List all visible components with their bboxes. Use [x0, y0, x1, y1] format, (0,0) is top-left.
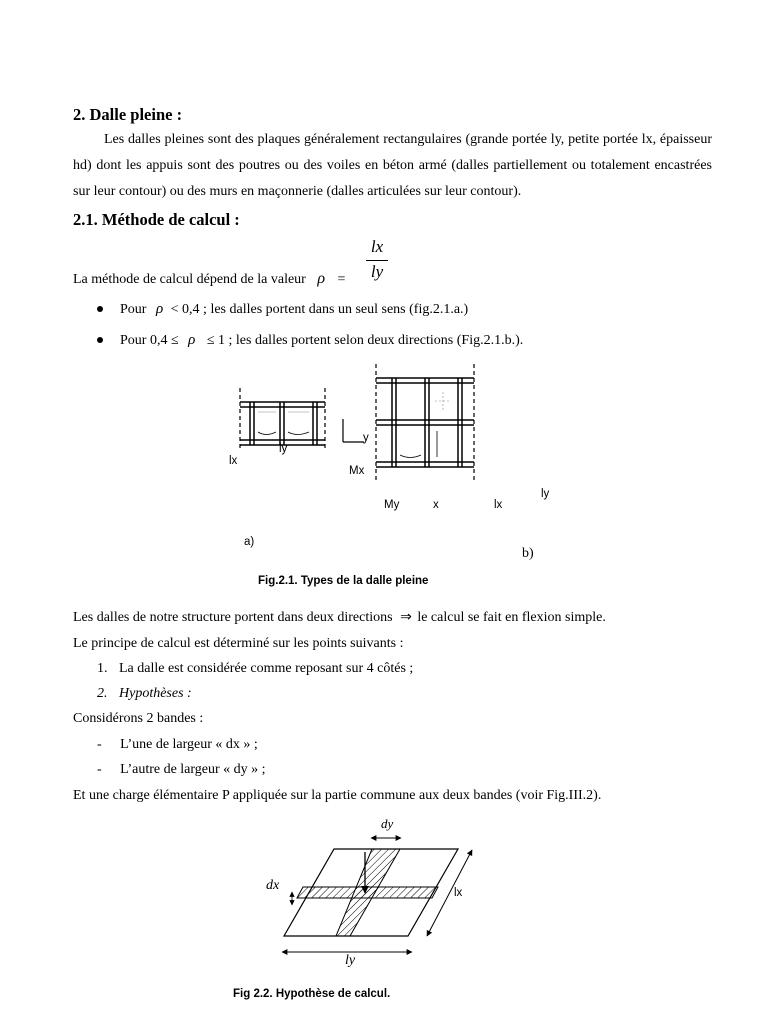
item-text: Hypothèses : [119, 686, 192, 701]
label-lx: lx [454, 887, 463, 899]
label-ly: ly [345, 953, 356, 968]
paragraph-directions-post: le calcul se fait en flexion simple. [417, 610, 606, 625]
intro-paragraph: Les dalles pleines sont des plaques généralement rectangulaires (grande portée ly, petite portée lx, épaisseur hd) dont les appuis sont des poutres ou des voiles en béton armé (dalles partiellement ou totalement encastrées sur leur contour) ou des murs en maçonnerie (dalles articulées sur leur contour). [73, 132, 712, 199]
paragraph-load: Et une charge élémentaire P appliquée sur la partie commune aux deux bandes (voir Fig.III.2). [73, 788, 602, 803]
label-lx-b: lx [494, 499, 503, 511]
figure-2-2-caption: Fig 2.2. Hypothèse de calcul. [233, 988, 391, 1000]
item-text: La dalle est considérée comme reposant sur 4 côtés ; [119, 661, 414, 676]
bullet-post: < 0,4 ; les dalles portent dans un seul sens (fig.2.1.a.) [170, 302, 469, 317]
label-ly-b: ly [541, 488, 550, 500]
label-mx: Mx [349, 465, 365, 477]
equals-sign: = [337, 272, 346, 287]
label-ly-a: ly [279, 443, 288, 455]
fraction-denominator: ly [370, 262, 384, 281]
bullet-rho: ρ [188, 332, 196, 348]
fraction-numerator: lx [370, 237, 384, 256]
label-lx-a: lx [229, 455, 238, 467]
implies-arrow-icon: ⇒ [400, 610, 412, 625]
dash-mark: - [97, 762, 102, 777]
section-title: 2. Dalle pleine : [73, 105, 183, 124]
rho-symbol: ρ [317, 270, 326, 287]
subsection-title: 2.1. Méthode de calcul : [73, 210, 240, 229]
label-dx: dx [266, 878, 280, 893]
bullet-rho: ρ [155, 301, 164, 317]
label-y: y [363, 432, 369, 444]
item-number: 1. [97, 661, 108, 676]
label-subfigure-b: b) [522, 546, 534, 561]
bullet-post: ≤ 1 ; les dalles portent selon deux directions (Fig.2.1.b.). [206, 333, 524, 348]
dash-text: L’une de largeur « dx » ; [120, 737, 258, 752]
paragraph-principle: Le principe de calcul est déterminé sur les points suivants : [73, 636, 404, 651]
dash-text: L’autre de largeur « dy » ; [120, 762, 266, 777]
paragraph-directions-pre: Les dalles de notre structure portent dans deux directions [73, 610, 393, 625]
rho-text: La méthode de calcul dépend de la valeur [73, 272, 306, 287]
label-dy: dy [381, 816, 394, 831]
paragraph-bands: Considérons 2 bandes : [73, 711, 204, 726]
label-x: x [433, 499, 439, 511]
dash-mark: - [97, 737, 102, 752]
bullet-pre: Pour 0,4 ≤ [120, 333, 179, 348]
figure-2-1-caption: Fig.2.1. Types de la dalle pleine [258, 575, 429, 587]
bullet-pre: Pour [120, 302, 147, 317]
item-number: 2. [97, 686, 108, 701]
label-my: My [384, 499, 400, 511]
label-subfigure-a: a) [244, 536, 255, 548]
